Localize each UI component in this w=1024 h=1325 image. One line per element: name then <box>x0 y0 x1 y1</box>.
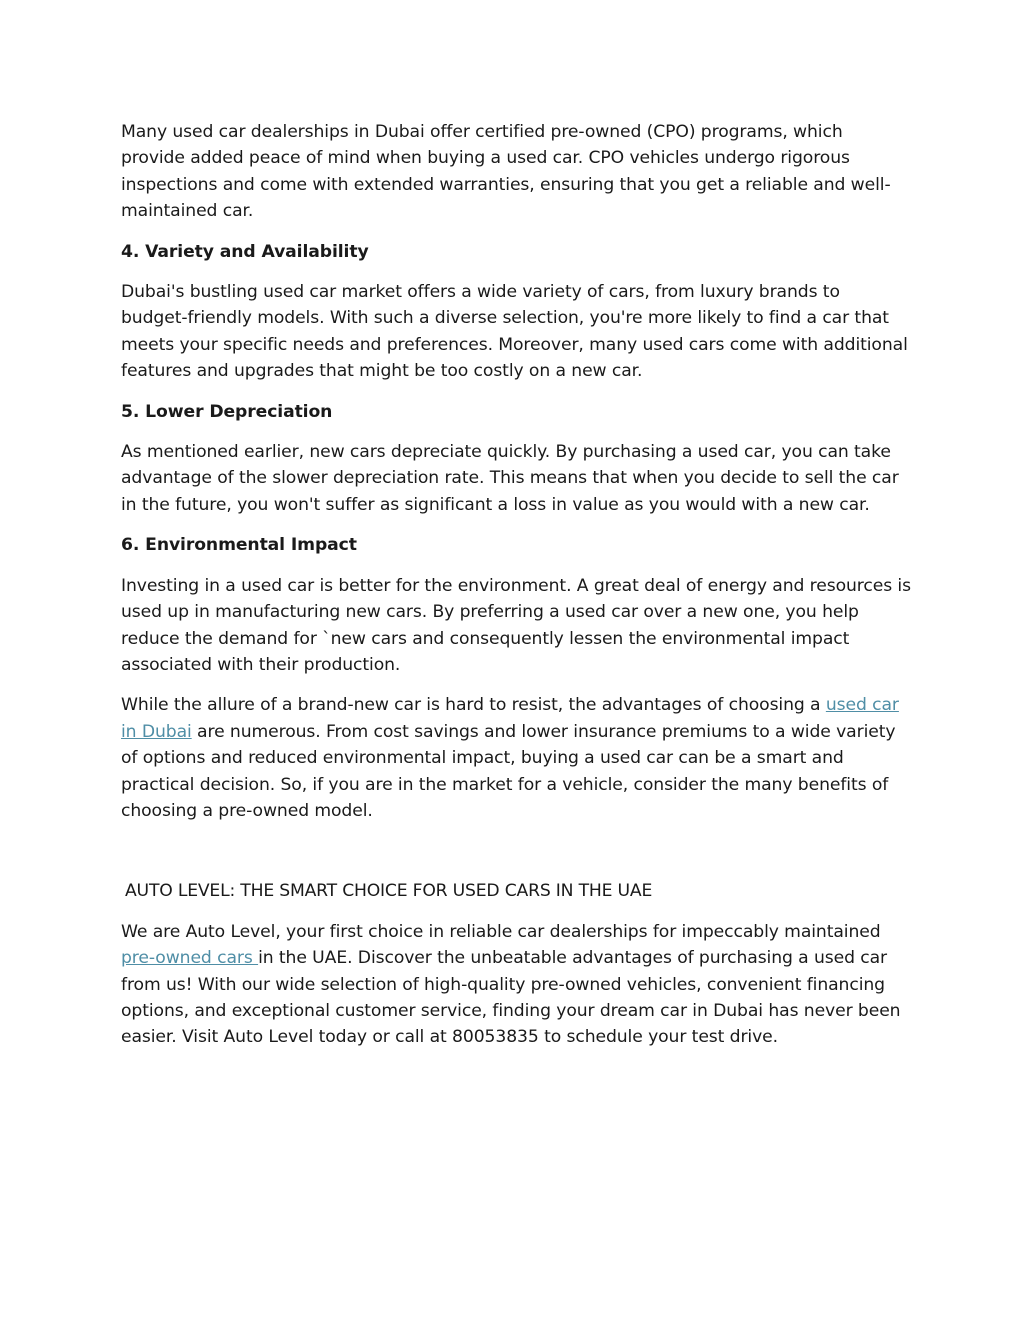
pre-owned-cars-link[interactable]: pre-owned cars <box>121 948 259 969</box>
section-heading-variety: 4. Variety and Availability <box>121 241 369 262</box>
section-heading-environment: 6. Environmental Impact <box>121 535 357 556</box>
document-page <box>121 119 911 1065</box>
conclusion-text-after: are numerous. From cost savings and lower insurance premiums to a wide variety of options and reduced environmental impact, buying a used car can be a smart and practical decision. So, if you are in the market for a vehicle, consider the many benefits of choosing a pre-owned model. <box>121 721 896 821</box>
auto-level-text-after: in the UAE. Discover the unbeatable advantages of purchasing a used car from us! With our wide selection of high-quality pre-owned vehicles, convenient financing options, and exceptional customer service, finding your dream car in Dubai has never been easier. Visit Auto Level today or call at 80053835 to schedule your test drive. <box>121 948 901 1048</box>
intro-paragraph: Many used car dealerships in Dubai offer certified pre-owned (CPO) programs, which provide added peace of mind when buying a used car. CPO vehicles undergo rigorous inspections and come with extended warranties, ensuring that you get a reliable and well-maintained car. <box>121 122 891 222</box>
spacer <box>121 838 911 878</box>
conclusion-paragraph <box>121 692 911 824</box>
section-body-variety: Dubai's bustling used car market offers a wide variety of cars, from luxury brands to budget-friendly models. With such a diverse selection, you're more likely to find a car that meets your specific needs and preferences. Moreover, many used cars come with additional features and upgrades that might be too costly on a new car. <box>121 282 908 382</box>
auto-level-heading: AUTO LEVEL: THE SMART CHOICE FOR USED CARS IN THE UAE <box>125 881 653 902</box>
auto-level-paragraph <box>121 919 911 1051</box>
section-heading-depreciation: 5. Lower Depreciation <box>121 401 333 422</box>
section-body-depreciation: As mentioned earlier, new cars depreciate quickly. By purchasing a used car, you can take advantage of the slower depreciation rate. This means that when you decide to sell the car in the future, you won't suffer as significant a loss in value as you would with a new car. <box>121 442 899 515</box>
auto-level-text-before: We are Auto Level, your first choice in reliable car dealerships for impeccably maintained <box>121 921 881 942</box>
conclusion-text-before: While the allure of a brand-new car is hard to resist, the advantages of choosing a <box>121 695 826 716</box>
section-body-environment: Investing in a used car is better for the environment. A great deal of energy and resources is used up in manufacturing new cars. By preferring a used car over a new one, you help reduce the demand for `new cars and consequently lessen the environmental impact associated with their production. <box>121 575 911 675</box>
used-car-dubai-link[interactable]: used car in Dubai <box>121 695 899 742</box>
